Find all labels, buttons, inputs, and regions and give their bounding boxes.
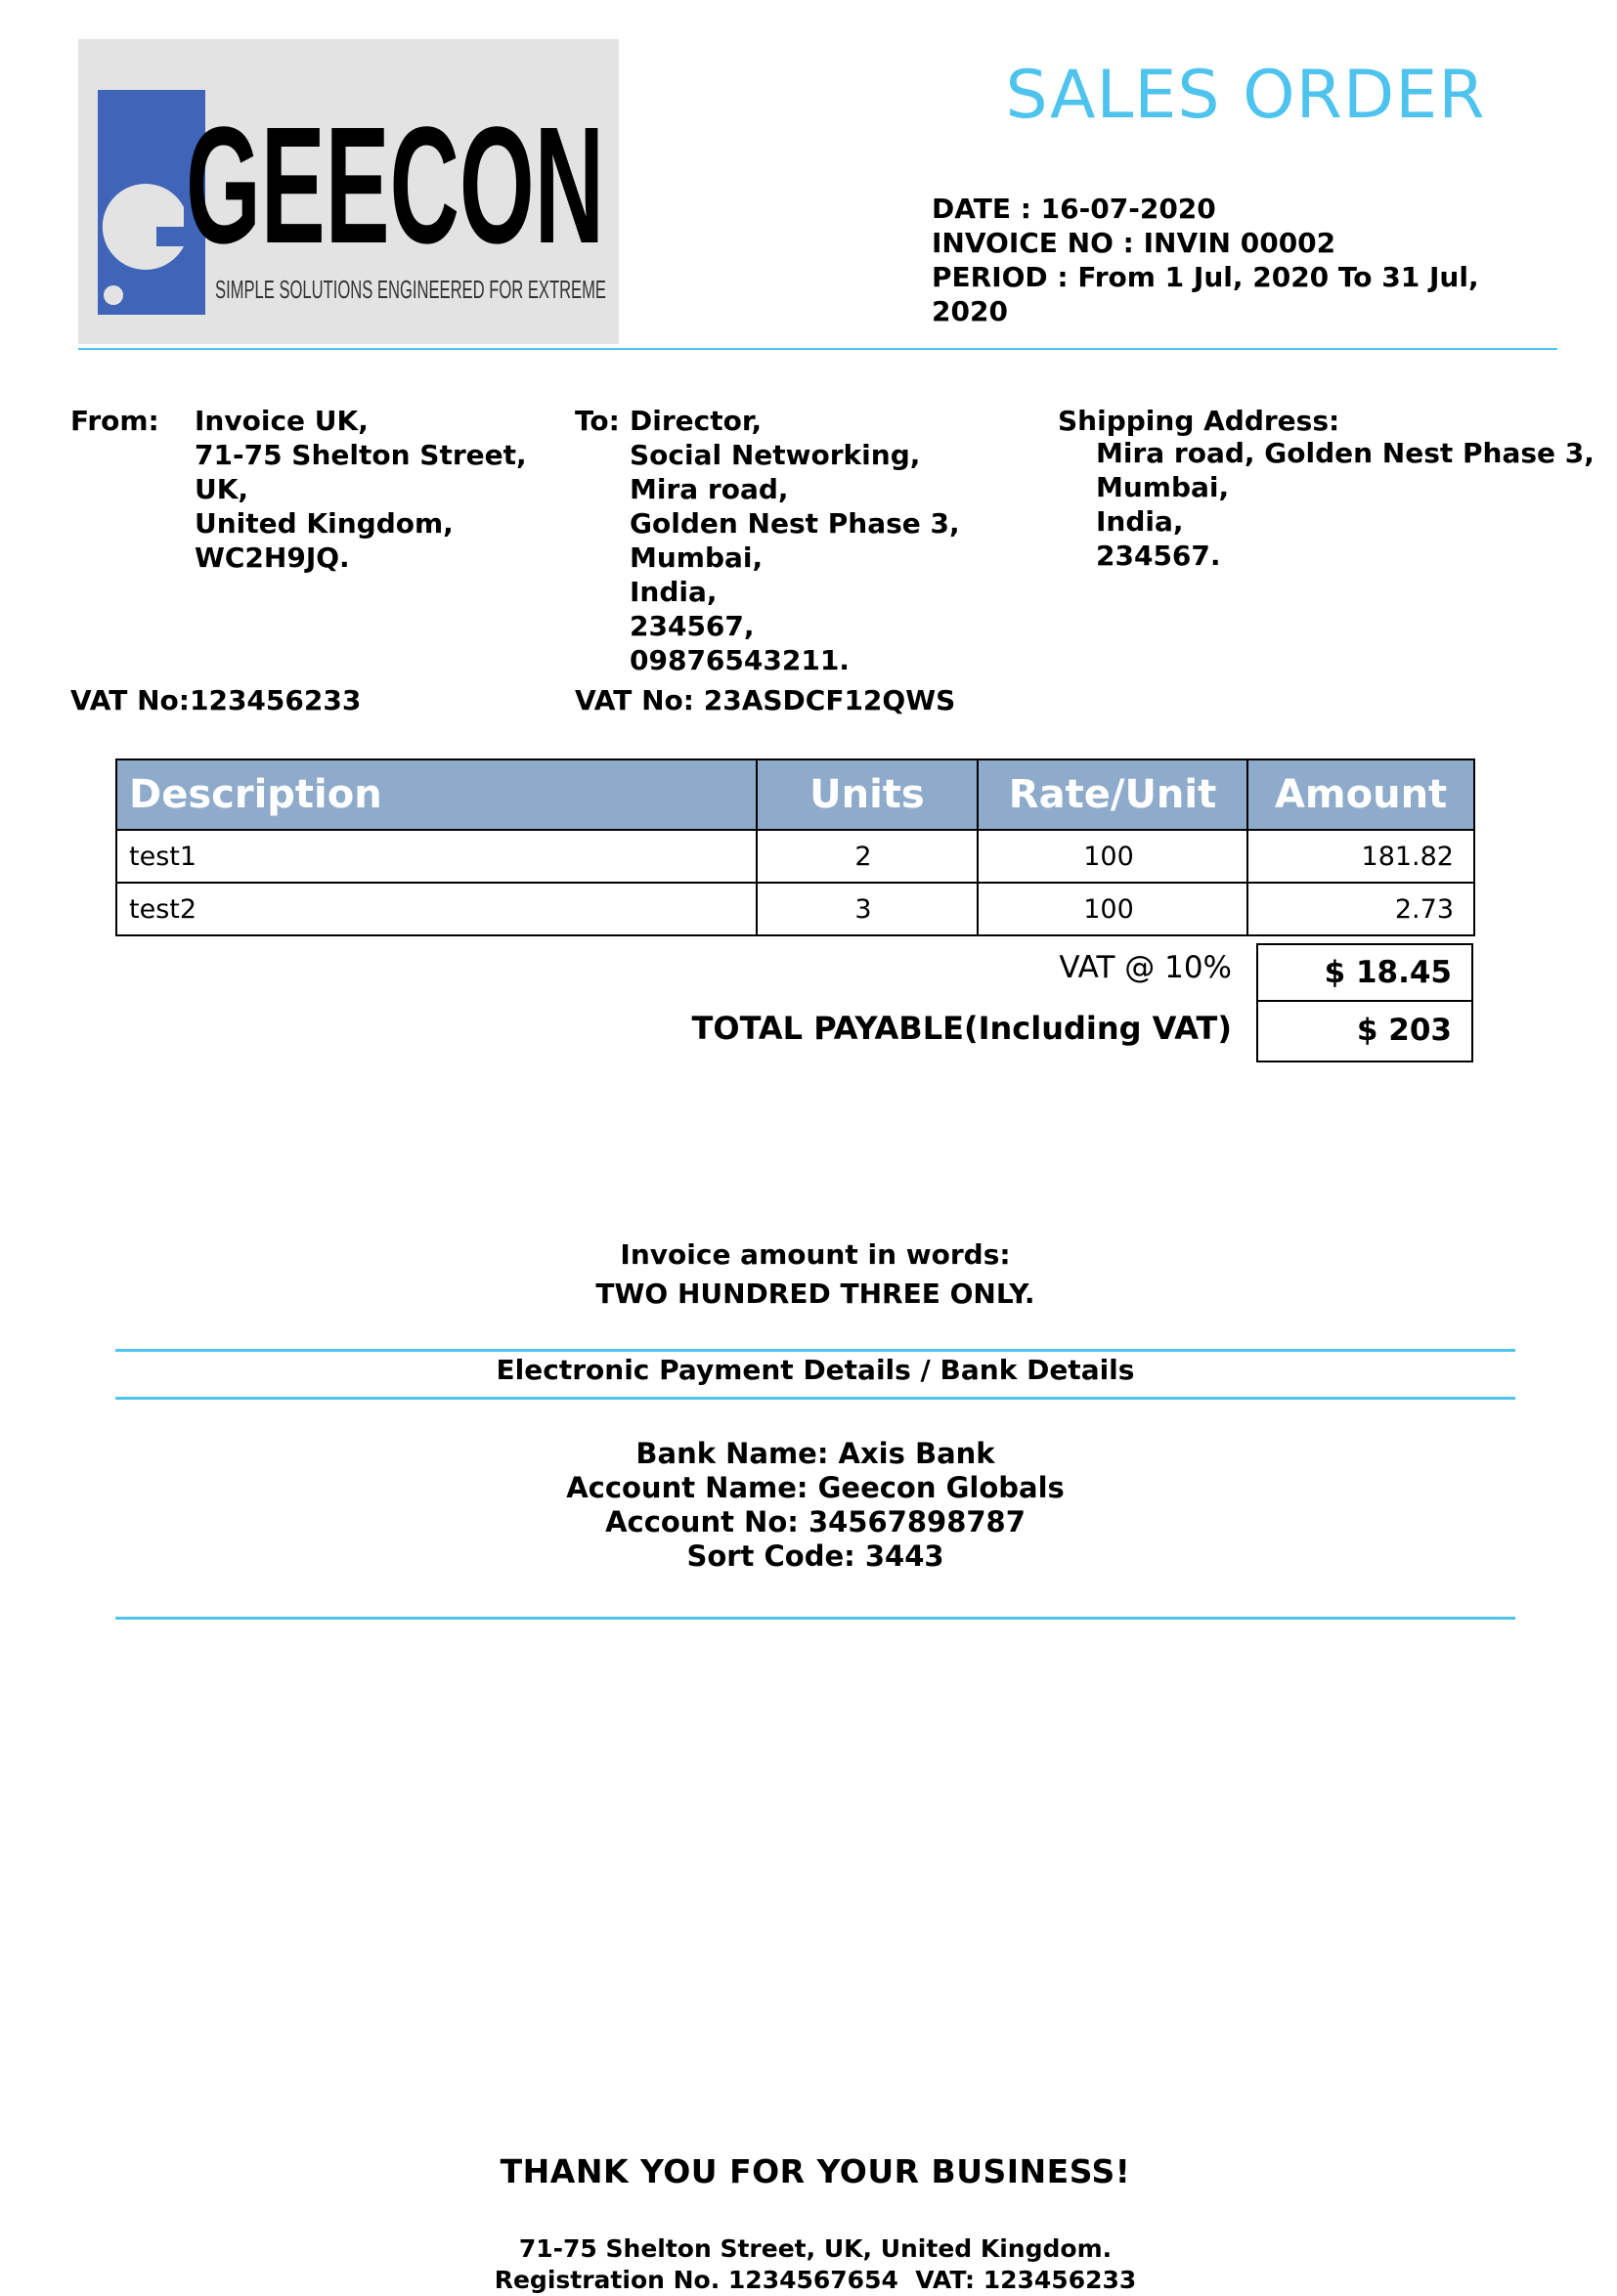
to-line: Golden Nest Phase 3,	[630, 507, 960, 540]
sort-code: Sort Code: 3443	[686, 1539, 944, 1573]
bank-name: Bank Name: Axis Bank	[635, 1437, 995, 1470]
to-line: Mira road,	[630, 473, 789, 505]
to-address	[630, 404, 960, 677]
total-value: $ 203	[1256, 1000, 1473, 1062]
to-line: 09876543211.	[630, 644, 850, 676]
item-amount: 2.73	[1247, 883, 1474, 935]
from-vat: VAT No:123456233	[70, 684, 362, 716]
item-description: test2	[116, 883, 757, 935]
payment-divider-top	[115, 1349, 1515, 1352]
to-label: To:	[575, 405, 620, 437]
from-line: United Kingdom,	[195, 507, 454, 540]
bank-details	[115, 1437, 1515, 1574]
header-divider	[78, 348, 1557, 350]
column-header-units: Units	[757, 759, 978, 830]
footer-registration: Registration No. 1234567654 VAT: 123456233	[494, 2266, 1137, 2294]
payment-divider-middle	[115, 1397, 1515, 1400]
line-items-table	[115, 758, 1475, 936]
to-line: India,	[630, 576, 718, 608]
column-header-rate: Rate/Unit	[978, 759, 1247, 830]
invoice-date: DATE : 16-07-2020	[932, 193, 1216, 225]
invoice-period: PERIOD : From 1 Jul, 2020 To 31 Jul,	[932, 261, 1479, 293]
logo-tagline: SIMPLE SOLUTIONS ENGINEERED FOR EXTREME	[215, 275, 606, 304]
to-line: Social Networking,	[630, 439, 921, 471]
account-number: Account No: 34567898787	[605, 1505, 1026, 1538]
thank-you-message: THANK YOU FOR YOUR BUSINESS!	[500, 2152, 1131, 2190]
table-row	[116, 830, 1474, 883]
from-line: Invoice UK,	[195, 405, 369, 437]
from-address	[195, 404, 527, 575]
invoice-number: INVOICE NO : INVIN 00002	[932, 227, 1336, 259]
footer-info	[115, 2233, 1515, 2296]
table-row	[116, 883, 1474, 935]
logo-brand-text: GEECON	[186, 93, 604, 279]
item-amount: 181.82	[1247, 830, 1474, 883]
column-header-description: Description	[116, 759, 757, 830]
shipping-address	[1096, 436, 1595, 573]
footer-address: 71-75 Shelton Street, UK, United Kingdom.	[518, 2234, 1113, 2263]
item-units: 3	[757, 883, 978, 935]
amount-in-words-label: Invoice amount in words:	[620, 1238, 1011, 1271]
shipping-line: Mira road, Golden Nest Phase 3,	[1096, 437, 1595, 469]
company-logo	[78, 39, 619, 344]
from-line: WC2H9JQ.	[195, 542, 350, 574]
invoice-period-year: 2020	[932, 295, 1008, 327]
vat-value: $ 18.45	[1256, 943, 1473, 1002]
to-line: Mumbai,	[630, 542, 764, 574]
account-name: Account Name: Geecon Globals	[566, 1471, 1065, 1504]
shipping-line: Mumbai,	[1096, 471, 1230, 503]
geecon-logo-graphic	[78, 39, 619, 344]
amount-in-words-value: TWO HUNDRED THREE ONLY.	[595, 1278, 1035, 1310]
payment-divider-bottom	[115, 1617, 1515, 1620]
vat-label: VAT @ 10%	[1059, 950, 1232, 985]
item-rate: 100	[978, 830, 1247, 883]
item-rate: 100	[978, 883, 1247, 935]
to-vat: VAT No: 23ASDCF12QWS	[575, 684, 956, 716]
invoice-meta	[932, 192, 1538, 328]
column-header-amount: Amount	[1247, 759, 1474, 830]
item-units: 2	[757, 830, 978, 883]
shipping-line: India,	[1096, 505, 1184, 538]
to-line: Director,	[630, 405, 763, 437]
from-label: From:	[70, 405, 159, 437]
payment-heading: Electronic Payment Details / Bank Details	[496, 1354, 1135, 1386]
from-line: 71-75 Shelton Street,	[195, 439, 527, 471]
shipping-line: 234567.	[1096, 540, 1221, 572]
shipping-label: Shipping Address:	[1058, 405, 1340, 437]
table-header-row	[116, 759, 1474, 830]
document-title: SALES ORDER	[1005, 57, 1486, 134]
amount-in-words	[115, 1235, 1515, 1314]
total-label: TOTAL PAYABLE(Including VAT)	[691, 1010, 1232, 1047]
item-description: test1	[116, 830, 757, 883]
from-line: UK,	[195, 473, 249, 505]
to-line: 234567,	[630, 610, 755, 642]
